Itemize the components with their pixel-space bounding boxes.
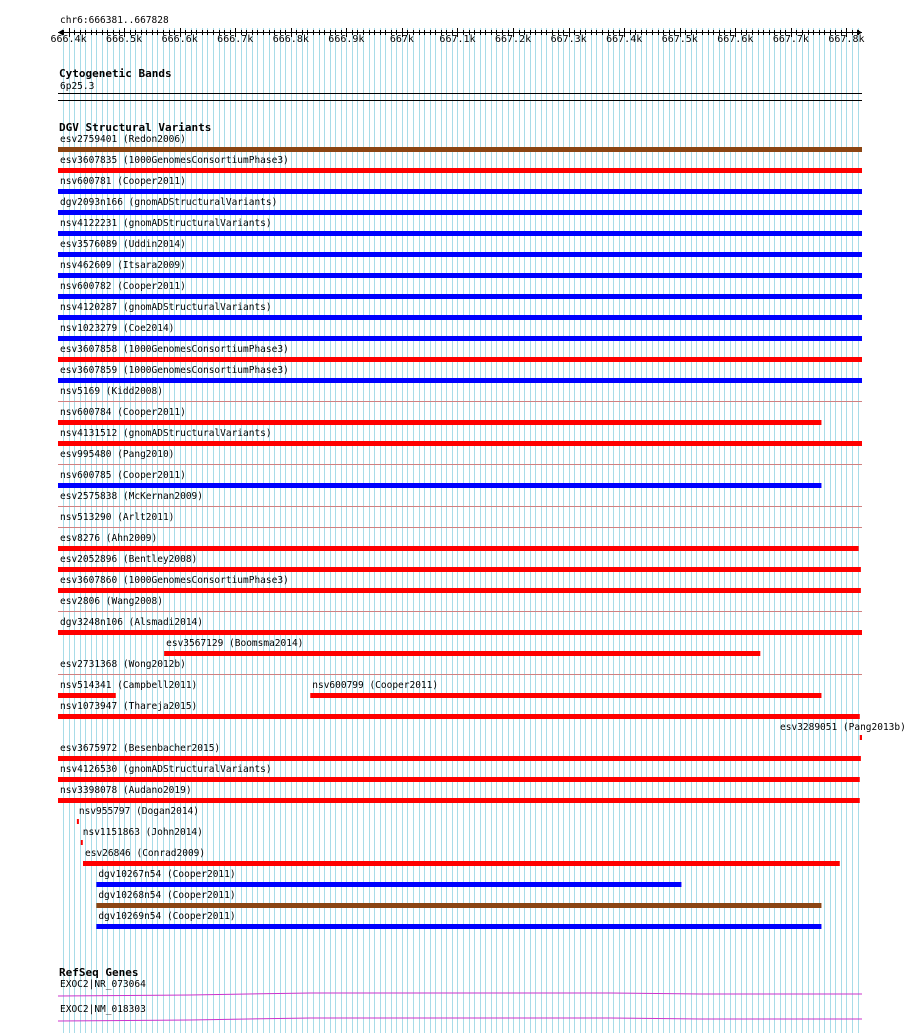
variant-bar	[83, 861, 840, 866]
variant-label[interactable]: nsv600782 (Cooper2011)	[60, 281, 186, 292]
ruler-tick-label: 666.9k	[328, 34, 365, 45]
variant-label[interactable]: nsv4131512 (gnomADStructuralVariants)	[60, 428, 272, 439]
variant-bar	[310, 693, 821, 698]
ruler-tick-label: 667.5k	[661, 34, 698, 45]
ruler-tick-label: 667.8k	[828, 34, 865, 45]
variant-bar	[96, 903, 821, 908]
variant-bar	[58, 714, 860, 719]
variant-label[interactable]: nsv5169 (Kidd2008)	[60, 386, 163, 397]
variant-label[interactable]: esv2052896 (Bentley2008)	[60, 554, 198, 565]
variant-bar	[96, 882, 681, 887]
variant-bar	[58, 588, 861, 593]
variant-bar	[58, 273, 862, 278]
variant-bar	[860, 735, 862, 740]
variant-label[interactable]: dgv2093n166 (gnomADStructuralVariants)	[60, 197, 278, 208]
ruler-tick-label: 666.5k	[106, 34, 143, 45]
variant-bar	[58, 252, 862, 257]
variant-bar	[58, 483, 821, 488]
cytoband-track-title[interactable]: Cytogenetic Bands	[59, 67, 172, 80]
variant-label[interactable]: nsv600781 (Cooper2011)	[60, 176, 186, 187]
variant-label[interactable]: dgv10268n54 (Cooper2011)	[98, 890, 236, 901]
variant-bar	[58, 756, 861, 761]
variant-label[interactable]: dgv10267n54 (Cooper2011)	[98, 869, 236, 880]
variant-label[interactable]: esv8276 (Ahn2009)	[60, 533, 158, 544]
variant-bar	[58, 315, 862, 320]
variant-label[interactable]: nsv4122231 (gnomADStructuralVariants)	[60, 218, 272, 229]
variant-label[interactable]: esv2806 (Wang2008)	[60, 596, 163, 607]
variant-bar	[58, 798, 860, 803]
variant-bar	[58, 189, 862, 194]
ruler-tick-label: 666.4k	[50, 34, 87, 45]
ruler-tick-label: 666.6k	[161, 34, 198, 45]
variant-bar	[58, 546, 859, 551]
ruler-tick-label: 666.7k	[217, 34, 254, 45]
ruler-tick-label: 667.7k	[772, 34, 809, 45]
gene-label[interactable]: EXOC2|NR_073064	[60, 979, 146, 990]
variant-bar	[164, 651, 760, 656]
ruler-tick-label: 666.8k	[272, 34, 309, 45]
variant-label[interactable]: esv3675972 (Besenbacher2015)	[60, 743, 221, 754]
variant-bar	[58, 336, 862, 341]
variant-label[interactable]: nsv3398078 (Audano2019)	[60, 785, 192, 796]
variant-label[interactable]: esv3567129 (Boomsma2014)	[166, 638, 304, 649]
gene-label[interactable]: EXOC2|NM_018303	[60, 1004, 146, 1015]
ruler-tick-label: 667.6k	[717, 34, 754, 45]
variant-bar	[58, 777, 860, 782]
variant-bar	[58, 210, 862, 215]
variant-bar	[96, 924, 821, 929]
variant-bar	[58, 441, 862, 446]
variant-label[interactable]: esv26846 (Conrad2009)	[85, 848, 206, 859]
variant-label[interactable]: nsv4126530 (gnomADStructuralVariants)	[60, 764, 272, 775]
variant-label[interactable]: esv3289051 (Pang2013b)	[780, 722, 906, 733]
variant-label[interactable]: esv3607835 (1000GenomesConsortiumPhase3)	[60, 155, 289, 166]
variant-label[interactable]: esv2759401 (Redon2006)	[60, 134, 186, 145]
variant-label[interactable]: nsv600799 (Cooper2011)	[312, 680, 439, 691]
refseq-track-title[interactable]: RefSeq Genes	[59, 966, 139, 979]
ruler-tick-label: 667k	[389, 34, 414, 45]
cytoband-label[interactable]: 6p25.3	[60, 81, 95, 92]
variant-label[interactable]: nsv462609 (Itsara2009)	[60, 260, 186, 271]
variant-label[interactable]: nsv513290 (Arlt2011)	[60, 512, 175, 523]
variant-bar	[58, 357, 862, 362]
variant-label[interactable]: dgv3248n106 (Alsmadi2014)	[60, 617, 203, 628]
variant-bar	[58, 294, 862, 299]
variant-label[interactable]: nsv600784 (Cooper2011)	[60, 407, 186, 418]
variant-label[interactable]: esv995480 (Pang2010)	[60, 449, 175, 460]
track-divider	[58, 100, 862, 101]
dgv-track-title[interactable]: DGV Structural Variants	[59, 121, 212, 134]
ruler-coordinate: chr6:666381..667828	[60, 15, 169, 26]
variant-label[interactable]: nsv1023279 (Coe2014)	[60, 323, 175, 334]
variant-bar	[77, 819, 79, 824]
variant-label[interactable]: nsv514341 (Campbell2011)	[60, 680, 198, 691]
cytoband-bar	[58, 93, 862, 94]
variant-label[interactable]: dgv10269n54 (Cooper2011)	[98, 911, 236, 922]
variant-bar	[58, 630, 862, 635]
ruler-tick-label: 667.3k	[550, 34, 587, 45]
variant-label[interactable]: esv3607858 (1000GenomesConsortiumPhase3)	[60, 344, 289, 355]
variant-label[interactable]: esv3607860 (1000GenomesConsortiumPhase3)	[60, 575, 289, 586]
variant-bar	[58, 420, 821, 425]
variant-label[interactable]: nsv1151863 (John2014)	[82, 827, 203, 838]
variant-bar	[58, 231, 862, 236]
variant-bar	[58, 168, 862, 173]
variant-label[interactable]: nsv4120287 (gnomADStructuralVariants)	[60, 302, 272, 313]
variant-bar	[81, 840, 83, 845]
variant-bar	[58, 567, 861, 572]
variant-bar	[58, 147, 862, 152]
variant-label[interactable]: esv2575838 (McKernan2009)	[60, 491, 203, 502]
ruler-tick-label: 667.4k	[606, 34, 643, 45]
variant-label[interactable]: esv2731368 (Wong2012b)	[60, 659, 186, 670]
variant-label[interactable]: esv3607859 (1000GenomesConsortiumPhase3)	[60, 365, 289, 376]
variant-label[interactable]: nsv1073947 (Thareja2015)	[60, 701, 198, 712]
variant-bar	[58, 378, 862, 383]
variant-label[interactable]: esv3576089 (Uddin2014)	[60, 239, 186, 250]
ruler-tick-label: 667.1k	[439, 34, 476, 45]
variant-label[interactable]: nsv600785 (Cooper2011)	[60, 470, 186, 481]
variant-label[interactable]: nsv955797 (Dogan2014)	[78, 806, 199, 817]
ruler-tick-label: 667.2k	[495, 34, 532, 45]
variant-bar	[58, 693, 116, 698]
